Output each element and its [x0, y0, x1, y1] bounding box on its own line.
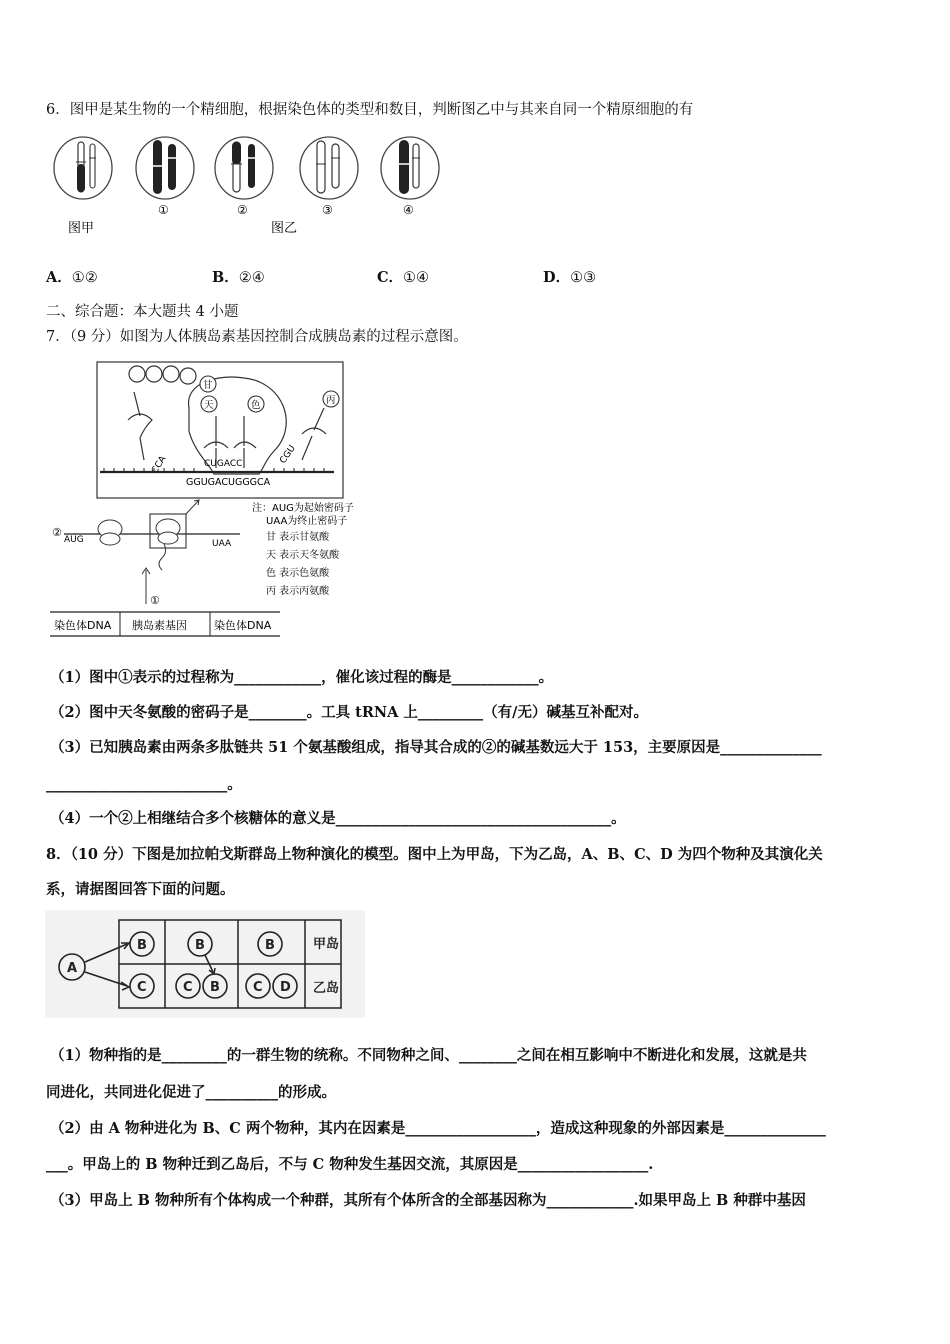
dna-left: 染色体DNA	[54, 619, 112, 632]
option-letter: D．	[543, 269, 571, 286]
label-n2: ②	[237, 203, 248, 217]
label-n1: ①	[158, 203, 169, 217]
q8-part1-line2: 同进化，共同进化促进了__________的形成。	[46, 1084, 336, 1101]
q8-stem-line2: 系，请据图回答下面的问题。	[46, 881, 235, 898]
label-jia: 图甲	[68, 221, 95, 236]
species-c: C	[253, 980, 263, 995]
q7-part2: （2）图中天冬氨酸的密码子是________。工具 tRNA 上_________（有/无）碱基互补配对。	[50, 704, 648, 721]
dna-right: 染色体DNA	[214, 619, 272, 632]
q6-option-b	[212, 268, 265, 288]
anticodon-2: CUGACC	[204, 459, 243, 469]
q8-part3: （3）甲岛上 B 物种所有个体构成一个种群，其所有个体所含的全部基因称为____________.如果甲岛上 B 种群中基因	[50, 1192, 806, 1209]
species-b: B	[210, 980, 220, 995]
species-b: B	[195, 938, 205, 953]
species-b: B	[137, 938, 147, 953]
option-text: ①③	[570, 270, 597, 286]
aa-tian: 天	[204, 400, 214, 411]
anticodon-1: CCA	[150, 454, 169, 476]
label-n3: ③	[322, 203, 333, 217]
note-line: 注：AUG为起始密码子	[252, 503, 354, 514]
cell-3	[300, 137, 358, 199]
q8-stem-line1: 8．（10 分）下图是加拉帕戈斯群岛上物种演化的模型。图中上为甲岛，下为乙岛，A、B、C、D 为四个物种及其演化关	[46, 846, 823, 863]
q8-part2-line1: （2）由 A 物种进化为 B、C 两个物种，其内在因素是__________________，造成这种现象的外部因素是______________	[50, 1120, 826, 1137]
q8-figure	[45, 910, 365, 1018]
q7-stem: 7．（9 分）如图为人体胰岛素基因控制合成胰岛素的过程示意图。	[46, 329, 468, 345]
option-text: ②④	[238, 270, 265, 286]
cell-2	[215, 137, 273, 199]
label-yi: 图乙	[271, 221, 298, 236]
aa-se: 色	[251, 400, 261, 411]
option-text: ①④	[403, 270, 430, 286]
q6-option-d	[543, 268, 596, 288]
codon-uaa: UAA	[212, 539, 232, 549]
mrna-seq: GGUGACUGGGCA	[186, 477, 271, 488]
q8-part2-line2: ___。甲岛上的 B 物种迁到乙岛后，不与 C 物种发生基因交流，其原因是__________________.	[46, 1156, 654, 1173]
section-title: 二、综合题：本大题共 4 小题	[46, 304, 239, 320]
species-c: C	[183, 980, 193, 995]
island-yi: 乙岛	[313, 981, 340, 996]
q6-option-a	[46, 268, 98, 288]
cell-jia	[54, 137, 112, 199]
note-line: 甘 表示甘氨酸	[266, 532, 330, 543]
option-letter: A．	[46, 269, 72, 286]
note-line: UAA为终止密码子	[266, 516, 348, 527]
dna-gene: 胰岛素基因	[132, 619, 187, 632]
species-c: C	[137, 980, 147, 995]
note-line: 丙 表示丙氨酸	[266, 586, 330, 597]
q7-part3-line2: _________________________。	[46, 776, 242, 793]
species-a: A	[67, 961, 78, 976]
species-b: B	[265, 938, 275, 953]
q8-part1-line1: （1）物种指的是_________的一群生物的统称。不同物种之间、________之间在相互影响中不断进化和发展，这就是共	[50, 1047, 807, 1064]
label-1: ①	[150, 594, 160, 607]
note-line: 色 表示色氨酸	[266, 568, 330, 579]
option-text: ①②	[71, 270, 98, 286]
aa-gan: 甘	[203, 380, 213, 391]
option-letter: B．	[212, 269, 239, 286]
label-2: ②	[52, 526, 62, 539]
codon-aug: AUG	[64, 535, 84, 545]
note-line: 天 表示天冬氨酸	[266, 550, 340, 561]
option-letter: C．	[377, 269, 404, 286]
anticodon-3: CGU	[278, 443, 298, 466]
q7-figure	[44, 356, 374, 642]
q6-option-c	[377, 268, 429, 288]
q6-stem: 6．图甲是某生物的一个精细胞，根据染色体的类型和数目，判断图乙中与其来自同一个精原细胞的有	[46, 102, 694, 118]
q7-part1: （1）图中①表示的过程称为____________，催化该过程的酶是____________。	[50, 669, 554, 686]
cell-1	[136, 137, 194, 199]
q7-part4: （4）一个②上相继结合多个核糖体的意义是______________________________________。	[50, 810, 626, 827]
island-jia: 甲岛	[313, 937, 340, 952]
species-d: D	[280, 980, 291, 995]
q6-figure	[40, 132, 460, 244]
label-n4: ④	[403, 203, 414, 217]
q7-part3-line1: （3）已知胰岛素由两条多肽链共 51 个氨基酸组成，指导其合成的②的碱基数远大于 153，主要原因是______________	[50, 739, 822, 756]
cell-4	[381, 137, 439, 199]
aa-bing: 丙	[326, 395, 336, 406]
